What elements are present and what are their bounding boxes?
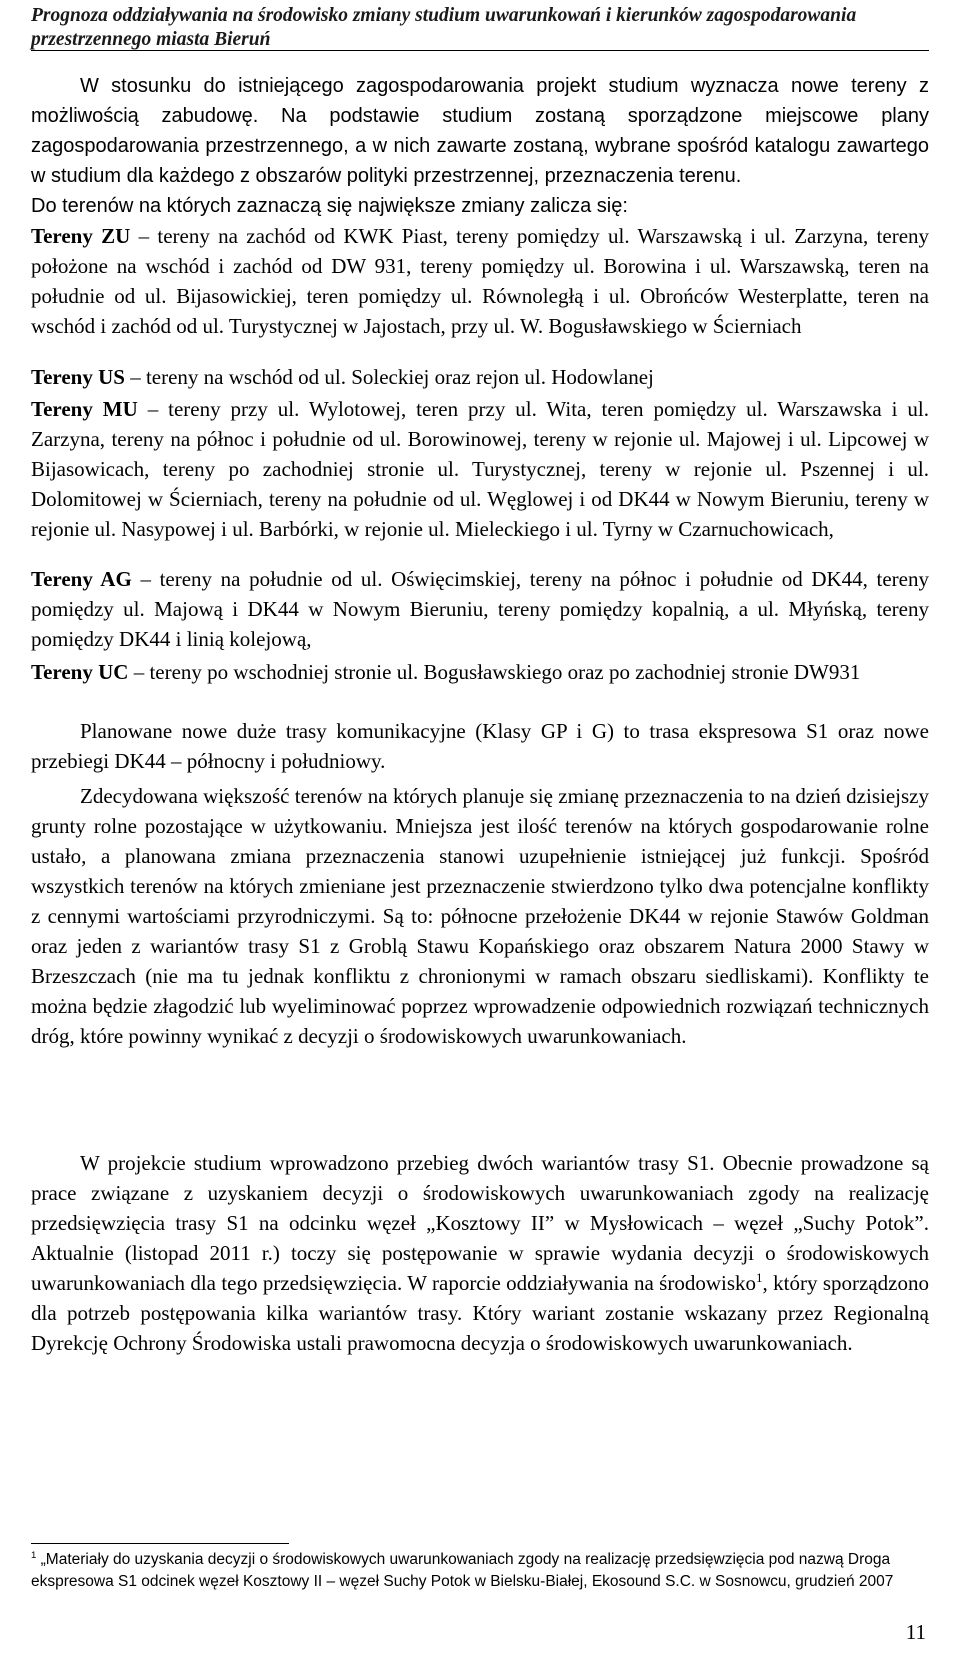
zone-term: Tereny ZU — [31, 224, 131, 248]
roads-paragraph: Planowane nowe duże trasy komunikacyjne (Klasy GP i G) to trasa ekspresowa S1 oraz nowe przebiegi DK44 – północny i południowy. — [31, 719, 929, 773]
conflicts-paragraph: Zdecydowana większość terenów na których planuje się zmianę przeznaczenia to na dzień dzisiejszy grunty rolne pozostające w użytkowaniu. Mniejsza jest ilość terenów na których gospodarowanie rolne ustało, a planowana zmiana przeznaczenia stanowi uzupełnienie istniejącej już funkcji. Spośród wszystkich terenów na których zmieniane jest przeznaczenie stwierdzono tylko dwa potencjalne konflikty z cennymi wartościami przyrodniczymi. Są to: północne przełożenie DK44 w rejonie Stawów Goldman oraz jeden z wariantów trasy S1 z Groblą Stawu Kopańskiego oraz obszarem Natura 2000 Stawy w Brzeszczach (nie ma tu jednak konfliktu z chronionymi w ramach obszaru siedliskami). Konflikty te można będzie złagodzić lub wyeliminować poprzez wprowadzenie odpowiednich rozwiązań technicznych dróg, które powinny wynikać z decyzji o środowiskowych uwarunkowaniach. — [31, 784, 929, 1048]
footnote — [31, 1549, 929, 1593]
s1-text-before: W projekcie studium wprowadzono przebieg dwóch wariantów trasy S1. Obecnie prowadzone są prace związane z uzyskaniem decyzji o środowiskowych uwarunkowaniach zgody na realizację przedsięwzięcia trasy S1 na odcinku węzeł „Kosztowy II” w Mysłowicach – węzeł „Suchy Potok”. Aktualnie (listopad 2011 r.) toczy się postępowanie w sprawie wydania decyzji o środowiskowych uwarunkowaniach dla tego przedsięwzięcia. W raporcie oddziaływania na środowisko — [31, 1151, 929, 1295]
zone-description: tereny przy ul. Wylotowej, teren przy ul. Wita, teren pomiędzy ul. Warszawska i ul. Zarzyna, tereny na północ i południe od ul. Borowinowej, tereny w rejonie ul. Majowej i ul. Lipcowej w Bijasowicach, tereny po zachodniej stronie ul. Turystycznej, tereny w rejonie ul. Pszennej i ul. Dolomitowej w Ścierniach, tereny na południe od ul. Węglowej i od DK44 w Nowym Bieruniu, tereny w rejonie ul. Nasypowej i ul. Barbórki, w rejonie ul. Mieleckiego i ul. Tyrny w Czarnuchowicach, — [31, 397, 930, 541]
header-line-2: przestrzennego miasta Bieruń — [31, 29, 271, 50]
footnote-text: „Materiały do uzyskania decyzji o środowiskowych uwarunkowaniach zgody na realizację przedsięwzięcia pod nazwą Droga ekspresowa S1 odcinek węzeł Kosztowy II – węzeł Suchy Potok w Bielsku-Białej, Ekosound S.C. w Sosnowcu, grudzień 2007 — [31, 1551, 894, 1590]
page-number: 11 — [905, 1620, 926, 1644]
header-line-1: Prognoza oddziaływania na środowisko zmiany studium uwarunkowań i kierunków zagospodarowania — [31, 5, 857, 26]
zone-term: Tereny US — [31, 365, 125, 389]
zone-description: tereny na wschód od ul. Soleckiej oraz rejon ul. Hodowlanej — [145, 365, 654, 389]
running-header — [31, 4, 931, 52]
footnote-rule — [31, 1543, 289, 1544]
zone-item-us: Tereny US – tereny na wschód od ul. Soleckiej oraz rejon ul. Hodowlanej — [31, 365, 654, 389]
footnote-reference[interactable]: 1 — [756, 1270, 763, 1285]
s1-paragraph — [31, 1148, 929, 1358]
zone-description: tereny na południe od ul. Oświęcimskiej, tereny na północ i południe od DK44, tereny pomiędzy ul. Majową i DK44 w Nowym Bieruniu, tereny pomiędzy kopalnią, a ul. Młyńską, tereny pomiędzy DK44 i linią kolejową, — [31, 567, 929, 651]
zone-item-uc: Tereny UC – tereny po wschodniej stronie ul. Bogusławskiego oraz po zachodniej stronie DW931 — [31, 660, 861, 684]
zone-item-ag: Tereny AG – tereny na południe od ul. Oświęcimskiej, tereny na północ i południe od DK44, tereny pomiędzy ul. Majową i DK44 w Nowym Bieruniu, tereny pomiędzy kopalnią, a ul. Młyńską, tereny pomiędzy DK44 i linią kolejową, — [31, 567, 929, 651]
zone-term: Tereny MU — [31, 397, 138, 421]
header-rule — [31, 50, 929, 51]
intro-paragraph: W stosunku do istniejącego zagospodarowania projekt studium wyznacza nowe tereny z możliwością zabudowę. Na podstawie studium zostaną sporządzone miejscowe plany zagospodarowania przestrzennego, a w nich zawarte zostaną, wybrane spośród katalogu zawartego w studium dla każdego z obszarów polityki przestrzennej, przeznaczenia terenu. — [31, 75, 929, 187]
zone-item-mu: Tereny MU – tereny przy ul. Wylotowej, teren przy ul. Wita, teren pomiędzy ul. Warszawska i ul. Zarzyna, tereny na północ i południe od ul. Borowinowej, tereny w rejonie ul. Majowej i ul. Lipcowej w Bijasowicach, tereny po zachodniej stronie ul. Turystycznej, tereny w rejonie ul. Pszennej i ul. Dolomitowej w Ścierniach, tereny na południe od ul. Węglowej i od DK44 w Nowym Bieruniu, tereny w rejonie ul. Nasypowej i ul. Barbórki, w rejonie ul. Mieleckiego i ul. Tyrny w Czarnuchowicach, — [31, 397, 930, 541]
intro-lead-in: Do terenów na których zaznaczą się największe zmiany zalicza się: — [31, 195, 628, 217]
footnote-mark: 1 — [31, 1549, 37, 1561]
s1-text-after: , który sporządzono dla potrzeb postępowania kilka wariantów trasy. Który wariant zostanie wskazany przez Regionalną Dyrekcję Ochrony Środowiska ustali prawomocna decyzja o środowiskowych uwarunkowaniach. — [31, 1271, 929, 1355]
zone-term: Tereny AG — [31, 567, 132, 591]
zone-term: Tereny UC — [31, 660, 129, 684]
zone-description: tereny po wschodniej stronie ul. Bogusławskiego oraz po zachodniej stronie DW931 — [149, 660, 861, 684]
zone-description: tereny na zachód od KWK Piast, tereny pomiędzy ul. Warszawską i ul. Zarzyna, tereny położone na wschód i zachód od DW 931, tereny pomiędzy ul. Borowina i ul. Warszawską, teren na południe od ul. Bijasowickiej, teren pomiędzy ul. Równoległą i ul. Obrońców Westerplatte, teren na wschód i zachód od ul. Turystycznej w Jajostach, przy ul. W. Bogusławskiego w Ścierniach — [31, 224, 930, 338]
zone-item-zu: Tereny ZU – tereny na zachód od KWK Piast, tereny pomiędzy ul. Warszawską i ul. Zarzyna, tereny położone na wschód i zachód od DW 931, tereny pomiędzy ul. Borowina i ul. Warszawską, teren na południe od ul. Bijasowickiej, teren pomiędzy ul. Równoległą i ul. Obrońców Westerplatte, teren na wschód i zachód od ul. Turystycznej w Jajostach, przy ul. W. Bogusławskiego w Ścierniach — [31, 224, 930, 338]
